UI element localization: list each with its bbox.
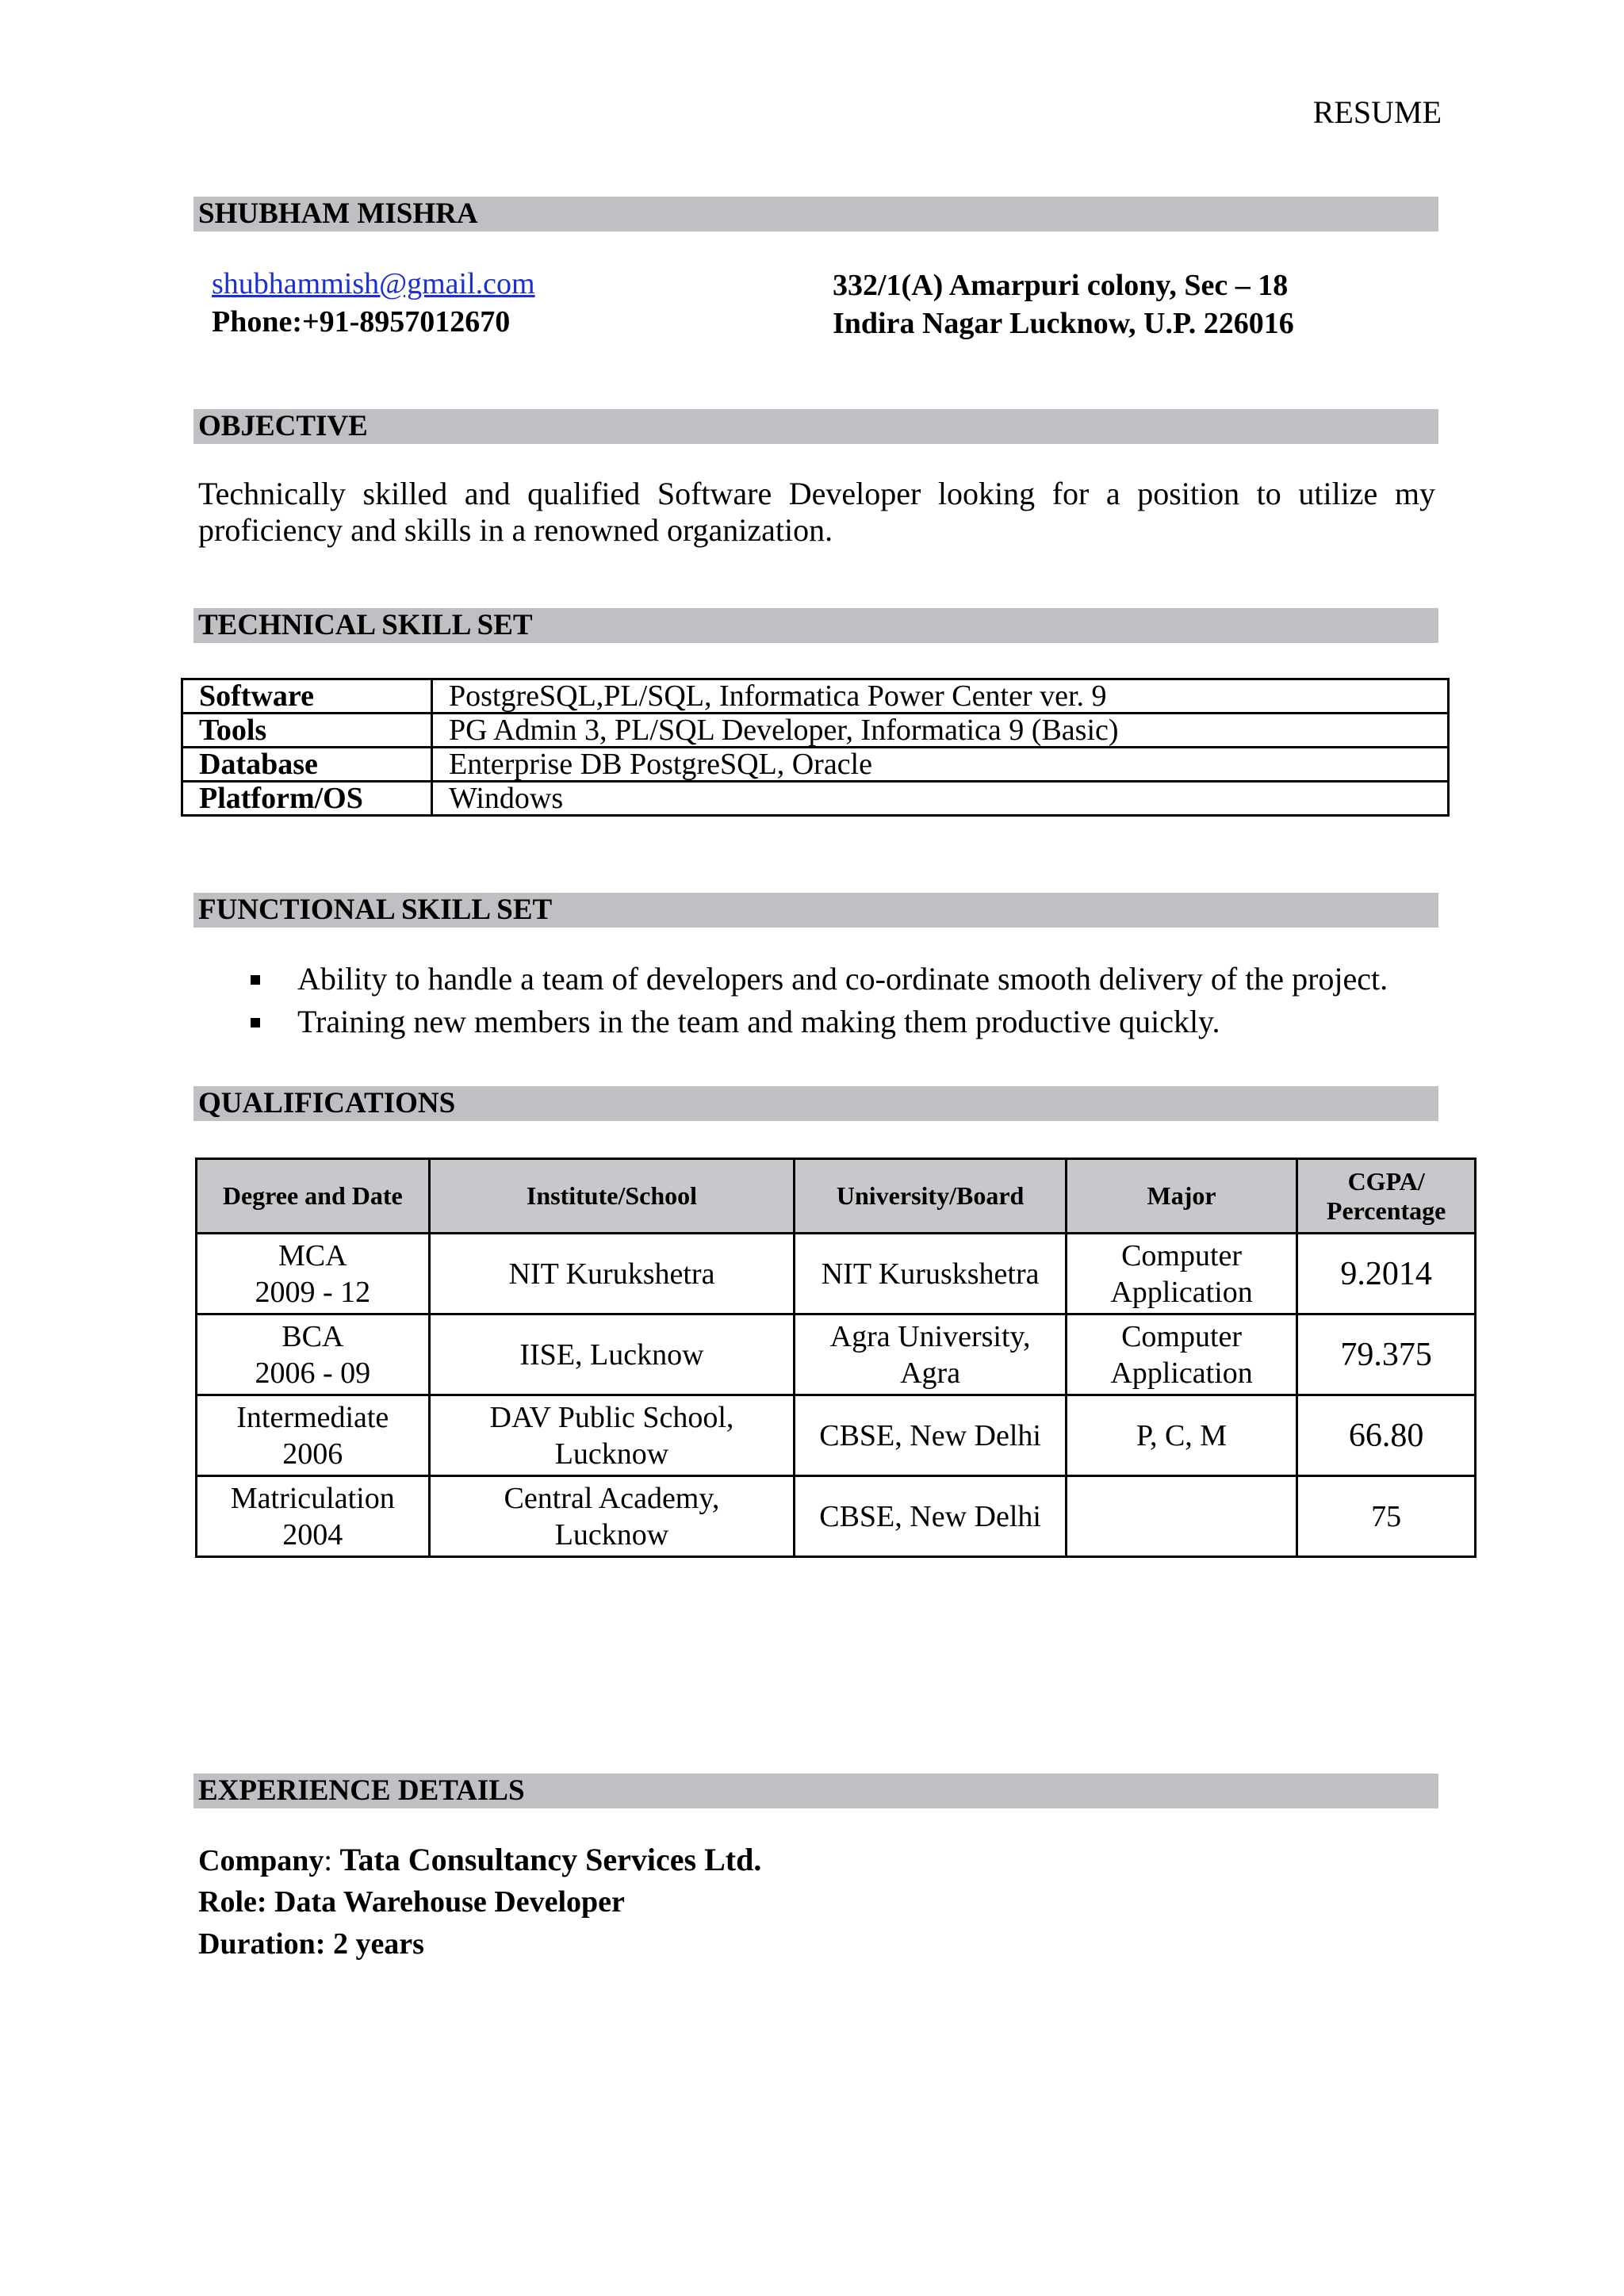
score-cell: 79.375: [1297, 1314, 1476, 1395]
name-band: SHUBHAM MISHRA: [193, 197, 1438, 232]
list-item: Ability to handle a team of developers and co-ordinate smooth delivery of the project.: [238, 958, 1388, 1001]
university-cell: [795, 1314, 1066, 1395]
objective-text: Technically skilled and qualified Software Developer looking for a position to utilize my proficiency and skills in a renowned organization.: [198, 476, 1435, 548]
company-line: [198, 1841, 761, 1878]
table-header-row: [197, 1159, 1476, 1234]
skill-key: Database: [182, 748, 432, 782]
institute-line-2: Lucknow: [554, 1437, 669, 1471]
degree-cell: [197, 1234, 430, 1314]
column-header: University/Board: [795, 1159, 1066, 1234]
degree: BCA: [282, 1319, 344, 1353]
institute: NIT Kurukshetra: [508, 1257, 715, 1291]
degree-date: 2009 - 12: [255, 1275, 371, 1309]
score-cell: 66.80: [1297, 1395, 1476, 1476]
university: CBSE, New Delhi: [819, 1418, 1041, 1452]
company-label: Company: [198, 1844, 324, 1877]
resume-title: RESUME: [1312, 94, 1442, 130]
degree: MCA: [278, 1238, 347, 1272]
university-cell: [795, 1234, 1066, 1314]
degree-date: 2004: [282, 1517, 343, 1552]
address-line-1: 332/1(A) Amarpuri colony, Sec – 18: [833, 269, 1289, 302]
institute: IISE, Lucknow: [519, 1337, 704, 1372]
table-row: [197, 1476, 1476, 1557]
major-cell: [1066, 1395, 1297, 1476]
table-row: [197, 1395, 1476, 1476]
major-cell: [1066, 1234, 1297, 1314]
table-row: [182, 748, 1449, 782]
degree-cell: [197, 1314, 430, 1395]
major-cell: [1066, 1314, 1297, 1395]
contact-address: [833, 268, 1294, 341]
column-header-line: CGPA/: [1347, 1166, 1425, 1196]
university-cell: [795, 1476, 1066, 1557]
university: CBSE, New Delhi: [819, 1499, 1041, 1533]
technical-skills-table: [181, 678, 1450, 817]
company-name: Tata Consultancy Services Ltd.: [339, 1842, 762, 1877]
institute-cell: [429, 1395, 795, 1476]
list-item: Training new members in the team and making them productive quickly.: [238, 1001, 1388, 1043]
column-header: Major: [1066, 1159, 1297, 1234]
qualifications-heading: QUALIFICATIONS: [193, 1086, 1438, 1121]
qualifications-table: [195, 1158, 1477, 1558]
address-line-2: Indira Nagar Lucknow, U.P. 226016: [833, 307, 1294, 340]
technical-heading: TECHNICAL SKILL SET: [193, 608, 1438, 643]
institute: Central Academy,: [504, 1481, 720, 1515]
phone-text: Phone:+91-8957012670: [212, 305, 511, 339]
skill-value: Windows: [432, 782, 1449, 816]
column-header: Degree and Date: [197, 1159, 430, 1234]
major: P, C, M: [1136, 1418, 1228, 1452]
score-cell: 75: [1297, 1476, 1476, 1557]
degree-date: 2006: [282, 1437, 343, 1471]
major-line-2: Application: [1110, 1356, 1253, 1390]
skill-key: Software: [182, 679, 432, 714]
table-row: [182, 782, 1449, 816]
university-line-2: Agra: [900, 1356, 961, 1390]
experience-heading: EXPERIENCE DETAILS: [193, 1774, 1438, 1808]
university-cell: [795, 1395, 1066, 1476]
major: Computer: [1121, 1319, 1243, 1353]
institute-cell: [429, 1234, 795, 1314]
institute-cell: [429, 1314, 795, 1395]
functional-list: [238, 958, 1388, 1043]
major-cell: [1066, 1476, 1297, 1557]
table-row: [197, 1314, 1476, 1395]
table-row: [182, 714, 1449, 748]
institute-line-2: Lucknow: [554, 1517, 669, 1552]
major: Computer: [1121, 1238, 1243, 1272]
degree-cell: [197, 1476, 430, 1557]
column-header: Institute/School: [429, 1159, 795, 1234]
degree: Intermediate: [236, 1400, 389, 1434]
column-header-line: Percentage: [1326, 1196, 1446, 1225]
major-line-2: Application: [1110, 1275, 1253, 1309]
objective-heading: OBJECTIVE: [193, 409, 1438, 444]
university: Agra University,: [829, 1319, 1031, 1353]
skill-key: Tools: [182, 714, 432, 748]
skill-key: Platform/OS: [182, 782, 432, 816]
table-row: [197, 1234, 1476, 1314]
company-sep: :: [324, 1844, 332, 1877]
role-line: Role: Data Warehouse Developer: [198, 1885, 625, 1919]
table-row: [182, 679, 1449, 714]
degree-cell: [197, 1395, 430, 1476]
degree-date: 2006 - 09: [255, 1356, 371, 1390]
duration-line: Duration: 2 years: [198, 1927, 424, 1961]
skill-value: Enterprise DB PostgreSQL, Oracle: [432, 748, 1449, 782]
institute-cell: [429, 1476, 795, 1557]
degree: Matriculation: [230, 1481, 395, 1515]
institute: DAV Public School,: [489, 1400, 734, 1434]
skill-value: PostgreSQL,PL/SQL, Informatica Power Center ver. 9: [432, 679, 1449, 714]
score-cell: 9.2014: [1297, 1234, 1476, 1314]
university: NIT Kuruskshetra: [821, 1257, 1040, 1291]
column-header: [1297, 1159, 1476, 1234]
functional-heading: FUNCTIONAL SKILL SET: [193, 893, 1438, 928]
contact-left: [212, 266, 535, 339]
skill-value: PG Admin 3, PL/SQL Developer, Informatica 9 (Basic): [432, 714, 1449, 748]
email-link[interactable]: shubhammish@gmail.com: [212, 267, 535, 300]
